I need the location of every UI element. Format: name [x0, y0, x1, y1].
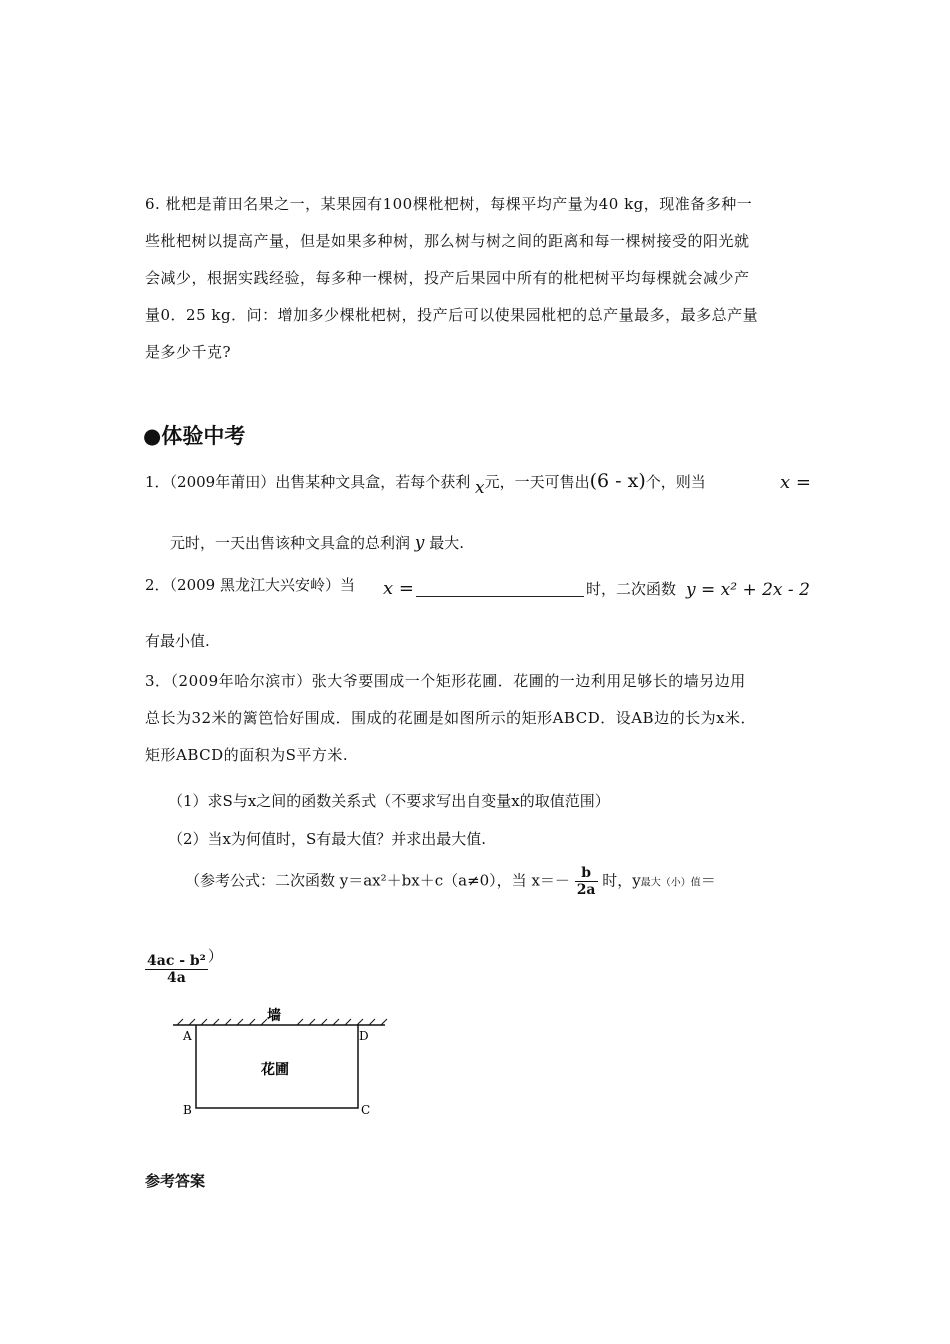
- problem-6-line: 会减少，根据实践经验，每多种一棵树，投产后果园中所有的枇杷树平均每棵就会减少产: [145, 269, 750, 287]
- ref-frac-num: b: [575, 865, 598, 882]
- ref2-close: ）: [207, 947, 223, 965]
- q1-eq: x =: [780, 472, 811, 493]
- problem-6-line: 些枇杷树以提高产量，但是如果多种树，那么树与树之间的距离和每一棵树接受的阳光就: [145, 232, 750, 250]
- section-title: 体验中考: [161, 424, 246, 448]
- q1-prefix: 1．（2009年莆田）出售某种文具盒，若每个获利: [145, 473, 471, 491]
- question-3: [145, 663, 810, 774]
- problem-6-line: 6. 枇杷是莆田名果之一，某果园有100棵枇杷树，每棵平均产量为40 kg，现准备多种一: [145, 195, 753, 213]
- point-d-label: D: [359, 1029, 369, 1043]
- q3-sub-2: （2）当x为何值时，S有最大值？并求出最大值.: [168, 830, 487, 848]
- question-2-line-1: [145, 574, 355, 595]
- q1-line2-end: 最大.: [429, 534, 464, 552]
- question-1-line-1: [145, 470, 706, 498]
- q2-function: y = x² + 2x - 2: [686, 580, 810, 600]
- q2-answer-blank: [383, 578, 676, 599]
- q2-eq: x =: [383, 578, 414, 599]
- ref2-fraction: [145, 953, 208, 986]
- section-heading: [143, 420, 245, 450]
- answer-blank-line[interactable]: [416, 584, 584, 597]
- garden-figure: [165, 1000, 395, 1125]
- q3-line: 矩形ABCD的面积为S平方米.: [145, 746, 349, 764]
- q3-sub-1: （1）求S与x之间的函数关系式（不要求写出自变量x的取值范围）: [168, 792, 610, 810]
- ref2-frac-den: 4a: [167, 969, 186, 986]
- q1-mid: 元，一天可售出: [484, 473, 590, 491]
- question-1-line-2: [170, 532, 464, 553]
- q2-mid: 时，二次函数: [585, 580, 676, 598]
- ref-eq: ＝: [700, 871, 716, 890]
- q1-line2: 元时，一天出售该种文具盒的总利润: [170, 534, 411, 552]
- wall-label: 墙: [267, 1008, 281, 1024]
- q1-var-x: x: [475, 478, 485, 498]
- garden-label: 花圃: [261, 1062, 289, 1078]
- wall-hatching: [177, 1019, 387, 1025]
- ref-frac-den: 2a: [576, 882, 596, 898]
- ref-sub: 最大（小）值: [640, 877, 701, 889]
- q3-line: 总长为32米的篱笆恰好围成．围成的花圃是如图所示的矩形ABCD．设AB边的长为x米．: [145, 709, 757, 727]
- point-b-label: B: [183, 1103, 192, 1117]
- ref-prefix: （参考公式：二次函数 y＝ax²＋bx＋c（a≠0），当 x＝－: [185, 871, 570, 890]
- point-a-label: A: [183, 1029, 192, 1043]
- q1-var-y: y: [414, 533, 425, 553]
- q3-reference-formula: [185, 865, 716, 898]
- q1-expr: (6 - x): [589, 470, 646, 492]
- answer-title: 参考答案: [145, 1172, 206, 1190]
- problem-6-line: 量0．25 kg．问：增加多少棵枇杷树，投产后可以使果园枇杷的总产量最多，最多总产量: [145, 306, 759, 324]
- q1-after: 个，则当: [645, 473, 706, 491]
- ref-mid: 时，y: [602, 871, 641, 890]
- problem-6-line: 是多少千克?: [145, 343, 232, 361]
- q2-prefix: 2．（2009 黑龙江大兴安岭）当: [145, 576, 355, 594]
- q3-reference-formula-2: [145, 945, 223, 986]
- problem-6: [145, 186, 810, 371]
- bullet-icon: ●: [143, 424, 162, 448]
- q3-line: 3．（2009年哈尔滨市）张大爷要围成一个矩形花圃．花圃的一边利用足够长的墙另边用: [145, 672, 746, 690]
- q2-line2: 有最小值.: [145, 632, 210, 650]
- ref-fraction: [575, 865, 598, 898]
- point-c-label: C: [361, 1103, 371, 1117]
- ref2-frac-num: 4ac - b²: [147, 952, 206, 969]
